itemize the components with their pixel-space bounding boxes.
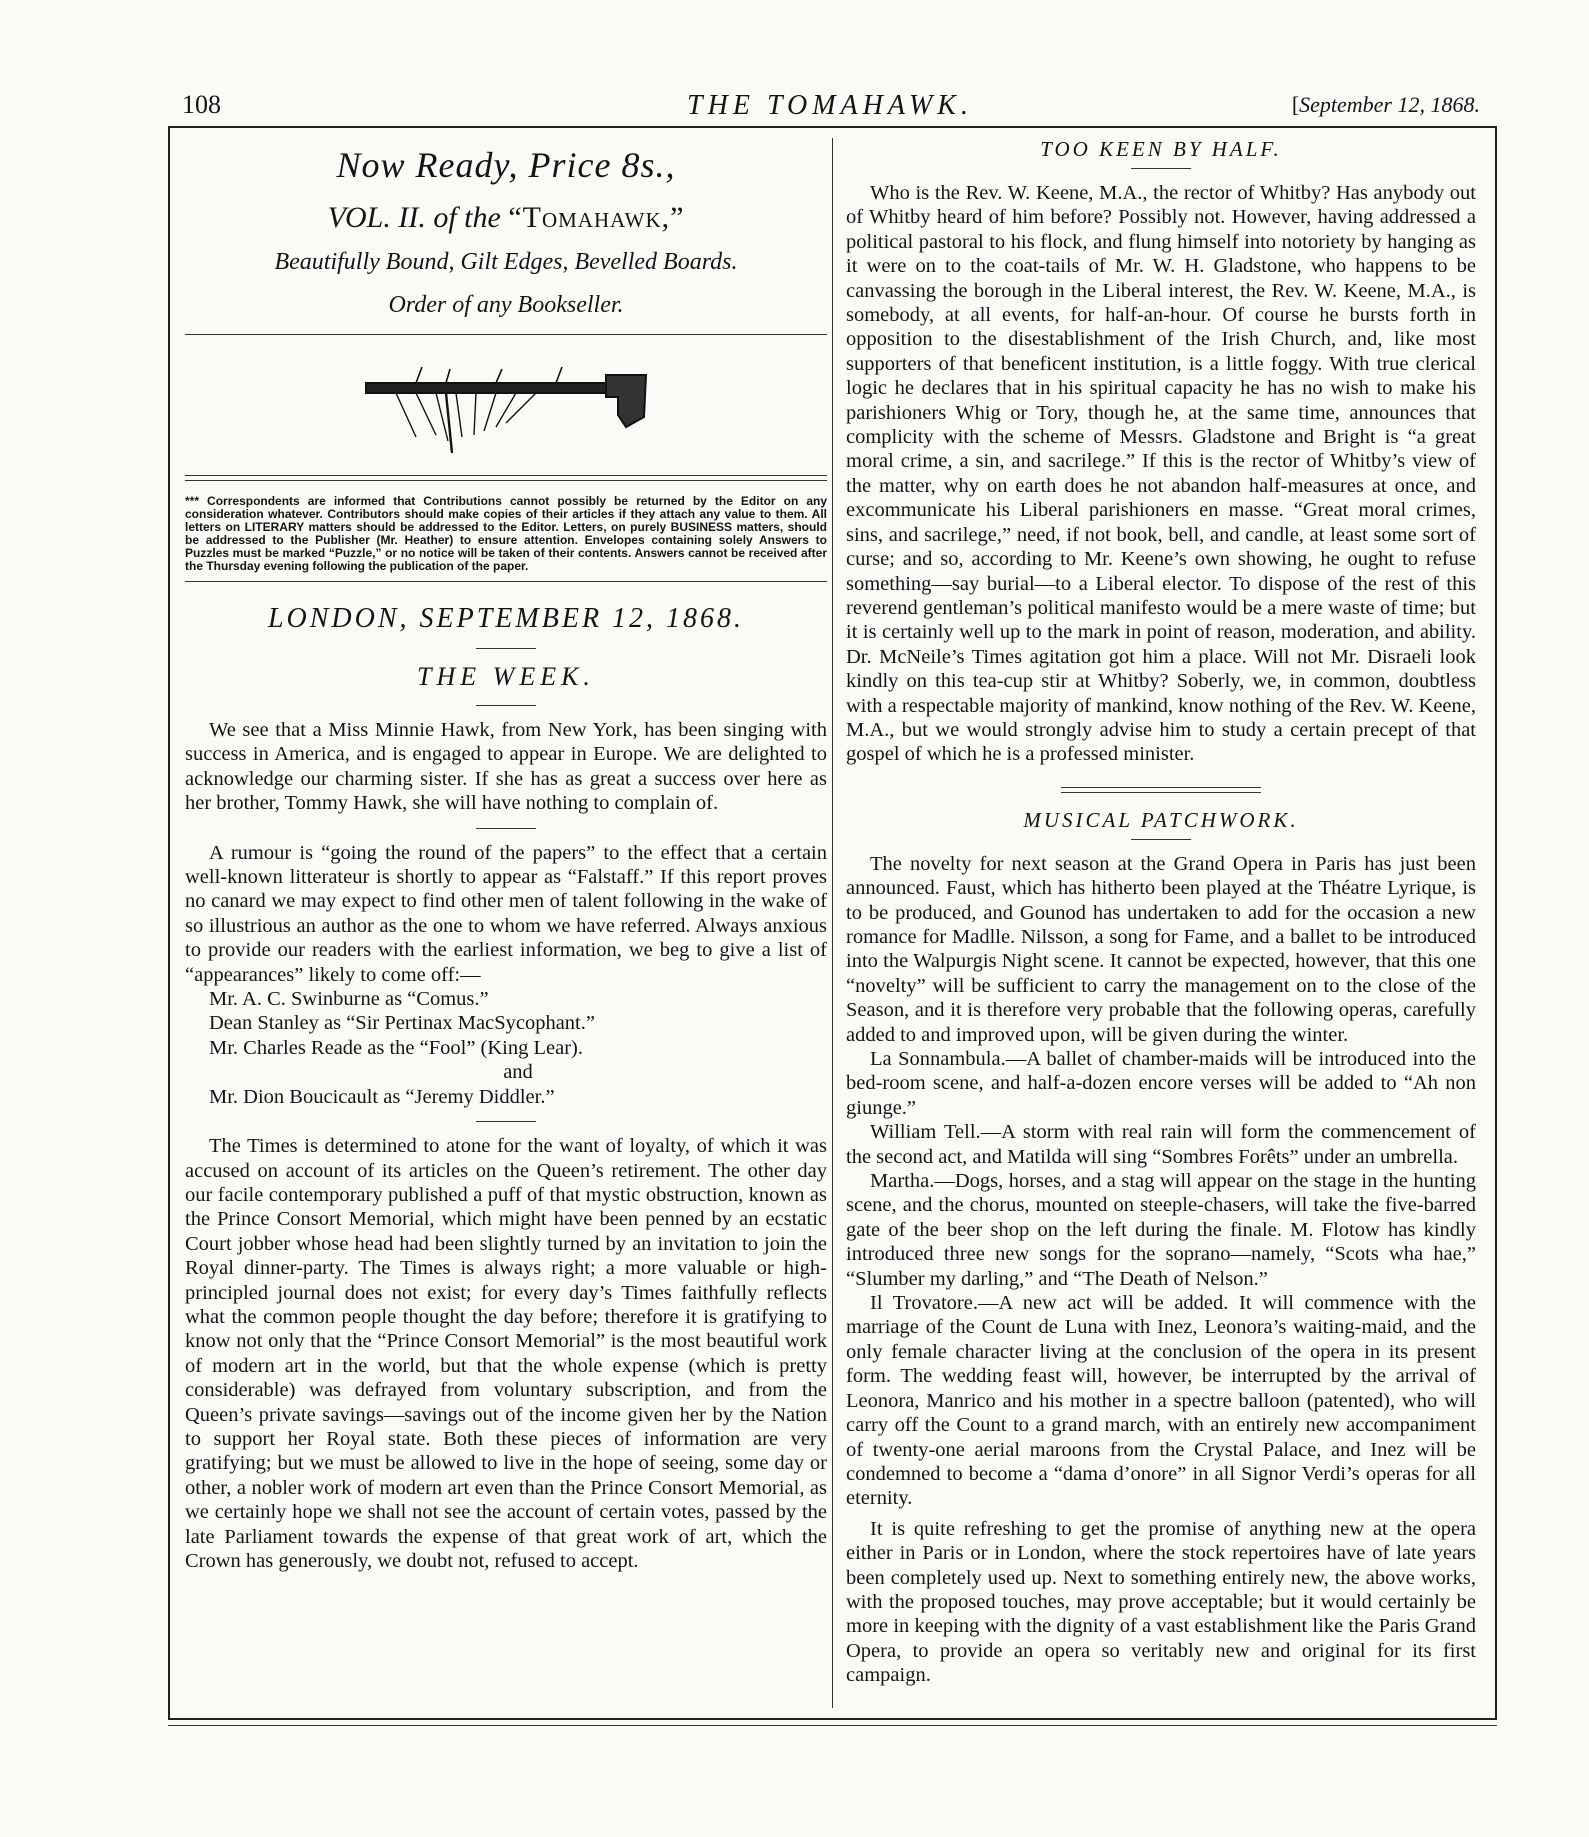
ad-tomahawk: “Tomahawk,” [508,201,685,234]
musical-paragraph-4: Martha.—Dogs, horses, and a stag will appear on the stage in the hunting scene, and the chorus, mounted on steeple-chasers, will take the five-barred gate of the beer shop on the left during the finale. M. Flotow has kindly introduced three new songs for the soprano—namely, “Scots wha hae,” “Slumber my darling,” and “The Death of Nelson.” [846,1170,1476,1290]
musical-paragraph-3: William Tell.—A storm with real rain will form the commencement of the second act, and Matilda will sing “Sombres Forêts” under an umbrella. [846,1121,1476,1168]
week-paragraph-2: A rumour is “going the round of the papers” to the effect that a certain well-known litterateur is shortly to appear as “Falstaff.” If this report proves no canard we may expect to find other men of talent following in the wake of so illustrious an author as the one to whom we have referred. Always anxious to provide our readers with the earliest information, we beg to give a list of “appearances” likely to come off:— [185,841,827,986]
section-rule [185,334,827,335]
ad-price-line: Now Ready, Price 8s., [336,145,676,185]
ad-order-line: Order of any Bookseller. [388,292,624,318]
ad-binding-line: Beautifully Bound, Gilt Edges, Bevelled Boards. [274,249,738,275]
too-keen-heading: TOO KEEN BY HALF. [1040,137,1282,161]
right-column [846,128,1476,1688]
musical-patchwork-heading: MUSICAL PATCHWORK. [1023,807,1299,832]
date-text: September 12, 1868. [1299,92,1480,117]
ad-of-the: of the [433,201,501,234]
week-paragraph-1: We see that a Miss Minnie Hawk, from New York, has been singing with success in America, and is engaged to appear in Europe. We are delighted to acknowledge our charming sister. If she has as great a success over here as her brother, Tommy Hawk, she will have nothing to complain of. [185,719,827,815]
musical-paragraph-1: The novelty for next season at the Grand Opera in Paris has just been announced. Faust, which has hitherto been played at the Théatre Lyrique, is to be produced, and Gounod has undertaken to add for the occasion a new romance for Madlle. Nilsson, a song for Fame, and a ballet to be introduced into the Walpurgis Night scene. It cannot be expected, however, that this one “novelty” will be sufficient to carry the management on to the close of the Season, and it is therefore very probable that the following operas, carefully added to and improved upon, will be given during the winter. [846,852,1476,1046]
correspondents-notice: *** Correspondents are informed that Contributions cannot possibly be returned by the Editor on any consideration whatever. Contributors should make copies of their articles if they attach any value to them. All letters on LITERARY matters should be addressed to the Editor. Letters, on purely BUSINESS matters, should be addressed to the Publisher (Mr. Heather) to ensure attention. Envelopes containing solely Answers to Puzzles must be marked “Puzzle,” or no notice will be taken of their contents. Answers cannot be received after the Thursday evening following the publication of the paper. [185,494,827,573]
appearances-list [185,987,827,1109]
list-and: and [503,1061,533,1084]
frame-outer-rule [168,1725,1497,1726]
short-rule [476,828,536,829]
issue-date [1292,92,1480,118]
list-item: Mr. Charles Reade as the “Fool” (King Lear). [209,1036,584,1059]
masthead-title: THE TOMAHAWK. [687,90,973,121]
dateline: LONDON, SEPTEMBER 12, 1868. [267,603,745,634]
page-number: 108 [182,90,221,119]
too-keen-body: Who is the Rev. W. Keene, M.A., the rector of Whitby? Has anybody out of Whitby heard of him before? Possibly not. However, having addressed a political pastoral to his flock, and flung himself into notoriety by hanging as it were on to the coat-tails of Mr. W. H. Gladstone, who happens to be canvassing the borough in the Liberal interest, the Rev. W. Keene, M.A., is somebody, at all events, for half-an-hour. Of course he bursts forth in opposition to the disestablishment of the Irish Church, and, like most supporters of that beneficent institution, is a little foggy. With true clerical logic he declares that in his spiritual capacity he has no wish to make his parishioners Whig or Tory, though he, at the same time, announces that complicity with the scheme of Messrs. Gladstone and Bright is “a great moral crime, a sin, and sacrilege.” If this is the rector of Whitby’s view of the matter, why on earth does he not abandon half-measures at once, and excommunicate his Liberal parishioners en masse. “Great moral crimes, sins, and sacrilege,” need, if not book, bell, and candle, at least some sort of curse; and so, according to Mr. Keene’s own showing, he ought to refuse something—say burial—to a Liberal elector. To dispose of the rest of this reverend gentleman’s political manifesto would be a mere waste of time; but it is certainly well up to the mark in point of reason, moderation, and ability. Dr. McNeile’s Times agitation got him a place. Will not Mr. Disraeli look kindly on this tea-cup stir at Whitby? Soberly, we, in common, doubtless with a respectable majority of mankind, know nothing of the Rev. W. Keene, M.A., but we would strongly advise him to study a certain precept of that gospel of which he is a professed minister. [846,182,1476,766]
musical-paragraph-2: La Sonnambula.—A ballet of chamber-maids will be introduced into the bed-room scene, and half-a-dozen encore verses will be added to “Ah non giunge.” [846,1048,1476,1119]
short-rule [1131,839,1191,840]
musical-paragraph-6: It is quite refreshing to get the promise of anything new at the opera either in Paris or in London, where the stock repertoires have of late years been completely used up. Next to something entirely new, the above works, with the proposed touches, may prove acceptable; but it would certainly be more in keeping with the dignity of a vast establishment like the Paris Grand Opera, to provide an opera so veritably new and original for its first campaign. [846,1517,1476,1687]
list-item: Dean Stanley as “Sir Pertinax MacSycophant.” [209,1012,595,1035]
date-bracket: [ [1291,92,1300,117]
tomahawk-emblem-icon [356,357,656,457]
short-rule [476,648,536,649]
musical-paragraph-5: Il Trovatore.—A new act will be added. It will commence with the marriage of the Count de Luna with Inez, Leonora’s waiting-maid, and the only female character living at the conclusion of the opera in its present form. The wedding feast will, however, be interrupted by the arrival of Leonora, Manrico and his mother in a spectre balloon (patented), who will carry off the Count to a grand march, with an entirely new accompaniment of twenty-one aerial maroons from the Crystal Palace, and Inez will be condemned to become a “dama d’onore” in all Signor Verdi’s operas for all eternity. [846,1292,1476,1510]
list-item: Mr. Dion Boucicault as “Jeremy Diddler.” [209,1085,555,1108]
volume-advertisement [185,140,827,324]
double-rule [185,475,827,481]
page-header [170,90,1490,130]
left-column [185,128,827,1573]
ad-vol: VOL. II. [327,201,426,234]
short-rule [476,705,536,706]
list-item: Mr. A. C. Swinburne as “Comus.” [209,988,489,1011]
week-paragraph-3: The Times is determined to atone for the want of loyalty, of which it was accused on account of its articles on the Queen’s retirement. The other day our facile contemporary published a puff of that mystic obstruction, known as the Prince Consort Memorial, which might have been penned by an ecstatic Court jobber whose head had been slightly turned by an invitation to join the Royal dinner-party. The Times is always right; a more valuable or high-principled journal does not exist; for every day’s Times faithfully reflects what the common people thought the day before; therefore it is gratifying to know not only that the “Prince Consort Memorial” is the most beautiful work of modern art in the world, but that the whole expense (which is pretty considerable) was defrayed from voluntary subscription, and from the Queen’s private savings—savings out of the income given her by the Nation to support her Royal state. Both these pieces of information are very gratifying; but we must be allowed to live in the hope of seeing, some day or other, a nobler work of modern art even than the Prince Consort Memorial, as we certainly hope we shall not see the account of certain votes, passed by the late Parliament towards the expense of that great work of art, which the Crown has generously, we doubt not, refused to accept. [185,1135,827,1572]
column-divider [832,138,833,1708]
short-rule [1131,168,1191,169]
short-rule [476,1121,536,1122]
ad-volume-line [185,196,827,240]
the-week-heading: THE WEEK. [417,662,595,691]
